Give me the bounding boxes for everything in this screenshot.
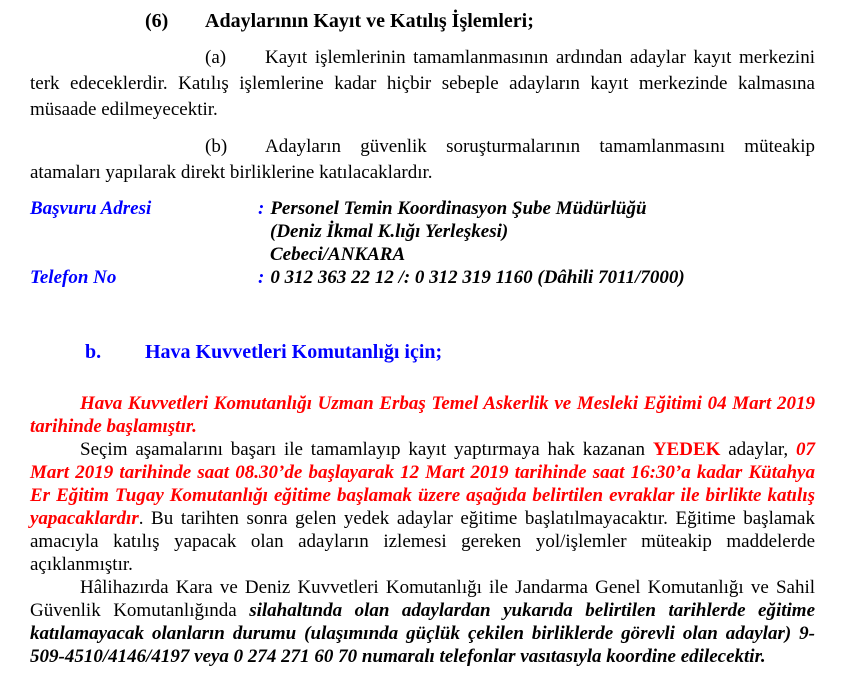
- item-a-marker: (a): [205, 47, 227, 68]
- section-b-title: Hava Kuvvetleri Komutanlığı için;: [145, 341, 443, 363]
- section-b-heading: [85, 339, 815, 365]
- item-b-text: Adayların güvenlik soruşturmalarının tamamlanmasını müteakip atamaları yapılarak direkt birliklerine katılacaklardır.: [30, 136, 815, 183]
- announcement-paragraph: Hava Kuvvetleri Komutanlığı Uzman Erbaş Temel Askerlik ve Mesleki Eğitimi 04 Mart 2019 tarihinde başlamıştır.: [30, 393, 815, 437]
- coordination-text-1: Hâlihazırda Kara ve Deniz Kuvvetleri Komutanlığı ile Jandarma Genel Komutanlığı ve Sahil Güvenlik Komutanlığında: [30, 577, 815, 621]
- address-line-2: (Deniz İkmal K.lığı Yerleşkesi): [270, 221, 509, 242]
- address-label: Başvuru Adresi: [30, 198, 152, 219]
- section-6-number: (6): [145, 10, 169, 32]
- secim-text-3: . Bu tarihten sonra gelen yedek adaylar eğitime başlatılmayacaktır. Eğitime başlamak amacıyla katılış yapacak olan adayların izlemesi gereken yol/işlemler müteakip maddelerde açıklanmıştır.: [30, 508, 815, 575]
- secim-text-1: Seçim aşamalarını başarı ile tamamlayıp kayıt yaptırmaya hak kazanan: [80, 439, 653, 460]
- secim-red-dates: 07 Mart 2019 tarihinde saat 08.30’de başlayarak 12 Mart 2019 tarihinde saat 16:30’a kadar Kütahya Er Eğitim Tugay Komutanlığı eğitime başlamak üzere aşağıda belirtilen evraklar ile birlikte katılış yapacaklardır: [30, 439, 815, 529]
- phone-colon: :: [258, 267, 265, 288]
- coordination-bold-italic: silahaltında olan adaylardan yukarıda belirtilen tarihlerde eğitime katılamayacak olanların durumu (ulaşımında güçlük çekilen birliklerde görevli olan adaylar) 9-509-4510/4146/4197 veya 0 274 271 60 70 numaralı telefonlar vasıtasıyla koordine edilecektir.: [30, 600, 816, 667]
- phone-label: Telefon No: [30, 267, 117, 288]
- address-line-3: Cebeci/ANKARA: [270, 244, 406, 265]
- address-colon: :: [258, 198, 265, 219]
- coordination-paragraph: [30, 576, 815, 668]
- yedek-highlight: YEDEK: [652, 439, 721, 460]
- address-row: [30, 197, 815, 220]
- phone-value: 0 312 363 22 12 /: 0 312 319 1160 (Dâhili 7011/7000): [270, 267, 685, 288]
- paragraph-item-b: [30, 134, 815, 186]
- paragraph-item-a: [30, 45, 815, 123]
- address-line-1: Personel Temin Koordinasyon Şube Müdürlüğü: [270, 198, 647, 219]
- section-b-marker: b.: [85, 341, 102, 363]
- secim-paragraph: [30, 438, 815, 576]
- section-6-title: Adaylarının Kayıt ve Katılış İşlemleri;: [205, 10, 534, 32]
- phone-row: [30, 266, 815, 289]
- contact-block: [30, 197, 815, 289]
- secim-text-2: adaylar,: [720, 439, 796, 460]
- item-b-marker: (b): [205, 136, 228, 157]
- section-6-heading: [145, 8, 815, 34]
- item-a-text: Kayıt işlemlerinin tamamlanmasının ardından adaylar kayıt merkezini terk edeceklerdir. Katılış işlemlerine kadar hiçbir sebeple adayların kayıt merkezinde kalmasına müsaade edilmeyecektir.: [30, 47, 815, 120]
